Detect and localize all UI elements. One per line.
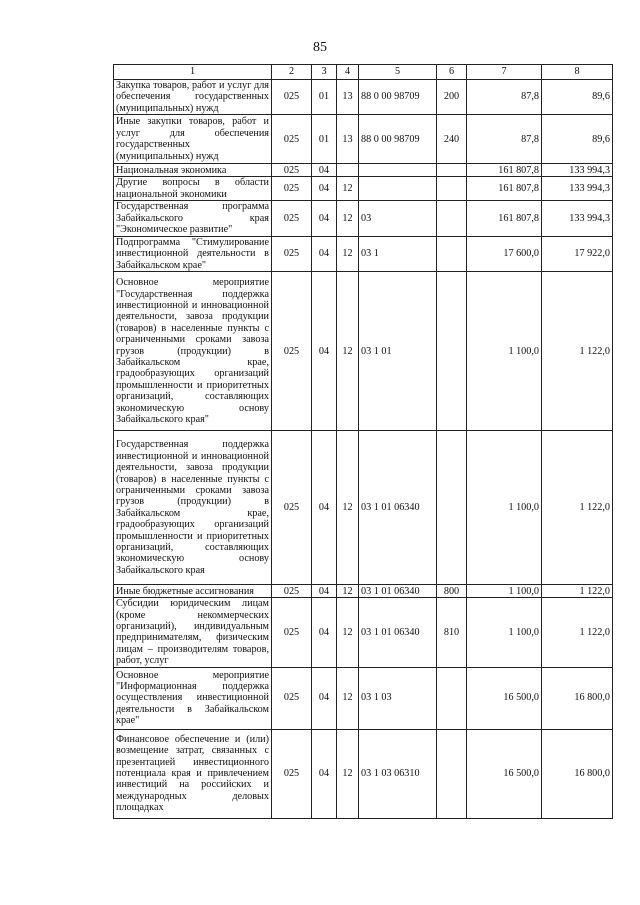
amount-col7-cell: 17 600,0	[467, 237, 542, 272]
section-cell: 04	[312, 667, 337, 729]
admin-code-cell: 025	[272, 729, 312, 818]
row-name-cell: Иные бюджетные ассигнования	[114, 585, 272, 598]
expense-type-cell: 200	[437, 80, 467, 115]
amount-col7-cell: 16 500,0	[467, 667, 542, 729]
section-cell: 04	[312, 164, 337, 177]
header-row	[114, 65, 613, 80]
amount-col8-cell: 1 122,0	[542, 431, 613, 585]
expense-type-cell	[437, 164, 467, 177]
header-cell: 8	[542, 65, 613, 80]
target-article-cell: 03 1 01	[359, 272, 437, 431]
row-name-cell: Основное мероприятие "Государственная поддержка инвестиционной и инновационной деятельности, завоза продукции (товаров) в населенные пункты с ограниченными сроками завоза грузов (продукции) в Забайкальском крае, градообразующих организаций промышленности и приоритетных организаций, составляющих экономическую основу Забайкальского края"	[114, 272, 272, 431]
admin-code-cell: 025	[272, 201, 312, 237]
row-name-cell: Другие вопросы в области национальной экономики	[114, 177, 272, 201]
amount-col7-cell: 1 100,0	[467, 431, 542, 585]
section-cell: 01	[312, 80, 337, 115]
header-cell: 2	[272, 65, 312, 80]
amount-col8-cell: 1 122,0	[542, 585, 613, 598]
amount-col8-cell: 133 994,3	[542, 177, 613, 201]
amount-col8-cell: 89,6	[542, 115, 613, 164]
admin-code-cell: 025	[272, 585, 312, 598]
amount-col7-cell: 87,8	[467, 80, 542, 115]
section-cell: 04	[312, 237, 337, 272]
target-article-cell: 03 1 01 06340	[359, 598, 437, 667]
table-row	[114, 115, 613, 164]
section-cell: 04	[312, 585, 337, 598]
section-cell: 04	[312, 598, 337, 667]
section-cell: 01	[312, 115, 337, 164]
amount-col8-cell: 89,6	[542, 80, 613, 115]
table-row	[114, 431, 613, 585]
subsection-cell: 12	[337, 177, 359, 201]
table-row	[114, 667, 613, 729]
subsection-cell	[337, 164, 359, 177]
row-name-cell: Закупка товаров, работ и услуг для обеспечения государственных (муниципальных) нужд	[114, 80, 272, 115]
subsection-cell: 12	[337, 431, 359, 585]
admin-code-cell: 025	[272, 164, 312, 177]
header-cell: 6	[437, 65, 467, 80]
subsection-cell: 12	[337, 667, 359, 729]
section-cell: 04	[312, 729, 337, 818]
target-article-cell: 03 1 03	[359, 667, 437, 729]
row-name-cell: Государственная поддержка инвестиционной и инновационной деятельности, завоза продукции (товаров) в населенные пункты с ограниченными сроками завоза грузов (продукции) в Забайкальском крае, градообразующих организаций промышленности и приоритетных организаций, составляющих экономическую основу Забайкальского края	[114, 431, 272, 585]
header-cell: 3	[312, 65, 337, 80]
row-name-cell: Национальная экономика	[114, 164, 272, 177]
admin-code-cell: 025	[272, 598, 312, 667]
amount-col7-cell: 16 500,0	[467, 729, 542, 818]
section-cell: 04	[312, 431, 337, 585]
amount-col7-cell: 1 100,0	[467, 272, 542, 431]
target-article-cell: 03	[359, 201, 437, 237]
amount-col8-cell: 133 994,3	[542, 164, 613, 177]
expense-type-cell: 810	[437, 598, 467, 667]
table-row	[114, 177, 613, 201]
expense-type-cell	[437, 431, 467, 585]
amount-col8-cell: 16 800,0	[542, 729, 613, 818]
subsection-cell: 12	[337, 729, 359, 818]
amount-col8-cell: 17 922,0	[542, 237, 613, 272]
table-row	[114, 729, 613, 818]
section-cell: 04	[312, 177, 337, 201]
amount-col7-cell: 161 807,8	[467, 201, 542, 237]
subsection-cell: 12	[337, 272, 359, 431]
table-row	[114, 201, 613, 237]
target-article-cell: 03 1 03 06310	[359, 729, 437, 818]
amount-col7-cell: 1 100,0	[467, 585, 542, 598]
row-name-cell: Субсидии юридическим лицам (кроме некоммерческих организаций), индивидуальным предпринимателям, физическим лицам – производителям товаров, работ, услуг	[114, 598, 272, 667]
section-cell: 04	[312, 201, 337, 237]
subsection-cell: 12	[337, 598, 359, 667]
expense-type-cell	[437, 201, 467, 237]
amount-col8-cell: 1 122,0	[542, 598, 613, 667]
row-name-cell: Иные закупки товаров, работ и услуг для обеспечения государственных (муниципальных) нужд	[114, 115, 272, 164]
budget-table	[113, 64, 613, 819]
amount-col7-cell: 1 100,0	[467, 598, 542, 667]
amount-col7-cell: 87,8	[467, 115, 542, 164]
subsection-cell: 13	[337, 80, 359, 115]
amount-col7-cell: 161 807,8	[467, 164, 542, 177]
admin-code-cell: 025	[272, 115, 312, 164]
expense-type-cell	[437, 272, 467, 431]
header-cell: 7	[467, 65, 542, 80]
target-article-cell: 88 0 00 98709	[359, 115, 437, 164]
expense-type-cell: 800	[437, 585, 467, 598]
target-article-cell: 88 0 00 98709	[359, 80, 437, 115]
subsection-cell: 12	[337, 585, 359, 598]
header-cell: 5	[359, 65, 437, 80]
table-row	[114, 585, 613, 598]
header-cell: 4	[337, 65, 359, 80]
table-row	[114, 164, 613, 177]
target-article-cell: 03 1	[359, 237, 437, 272]
page-number: 85	[313, 40, 327, 55]
amount-col8-cell: 16 800,0	[542, 667, 613, 729]
subsection-cell: 13	[337, 115, 359, 164]
admin-code-cell: 025	[272, 272, 312, 431]
row-name-cell: Основное мероприятие "Информационная поддержка осуществления инвестиционной деятельности в Забайкальском крае"	[114, 667, 272, 729]
table-row	[114, 272, 613, 431]
amount-col8-cell: 133 994,3	[542, 201, 613, 237]
amount-col8-cell: 1 122,0	[542, 272, 613, 431]
admin-code-cell: 025	[272, 177, 312, 201]
expense-type-cell	[437, 237, 467, 272]
target-article-cell: 03 1 01 06340	[359, 431, 437, 585]
expense-type-cell: 240	[437, 115, 467, 164]
expense-type-cell	[437, 729, 467, 818]
target-article-cell: 03 1 01 06340	[359, 585, 437, 598]
admin-code-cell: 025	[272, 237, 312, 272]
target-article-cell	[359, 164, 437, 177]
expense-type-cell	[437, 177, 467, 201]
subsection-cell: 12	[337, 201, 359, 237]
target-article-cell	[359, 177, 437, 201]
table-row	[114, 598, 613, 667]
row-name-cell: Финансовое обеспечение и (или) возмещение затрат, связанных с презентацией инвестиционного потенциала края и привлечением инвестиций на российских и международных деловых площадках	[114, 729, 272, 818]
admin-code-cell: 025	[272, 80, 312, 115]
subsection-cell: 12	[337, 237, 359, 272]
amount-col7-cell: 161 807,8	[467, 177, 542, 201]
section-cell: 04	[312, 272, 337, 431]
row-name-cell: Подпрограмма "Стимулирование инвестиционной деятельности в Забайкальском крае"	[114, 237, 272, 272]
table-row	[114, 80, 613, 115]
admin-code-cell: 025	[272, 431, 312, 585]
admin-code-cell: 025	[272, 667, 312, 729]
table-row	[114, 237, 613, 272]
row-name-cell: Государственная программа Забайкальского края "Экономическое развитие"	[114, 201, 272, 237]
expense-type-cell	[437, 667, 467, 729]
header-cell: 1	[114, 65, 272, 80]
